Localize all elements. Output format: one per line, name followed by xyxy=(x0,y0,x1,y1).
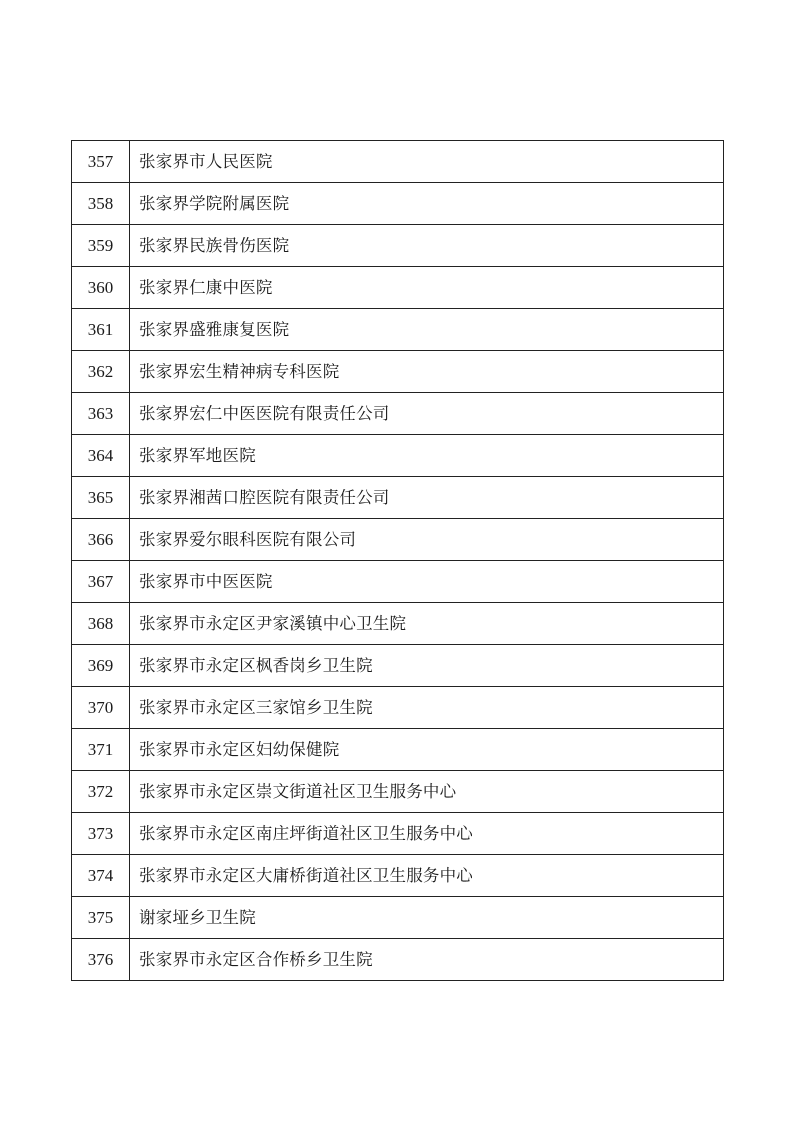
row-number: 369 xyxy=(72,645,130,687)
table-row xyxy=(72,183,724,225)
institution-name: 张家界学院附属医院 xyxy=(130,183,724,225)
institution-name: 张家界宏生精神病专科医院 xyxy=(130,351,724,393)
institution-name: 张家界爱尔眼科医院有限公司 xyxy=(130,519,724,561)
row-number: 367 xyxy=(72,561,130,603)
row-number: 357 xyxy=(72,141,130,183)
institution-name: 张家界市永定区南庄坪街道社区卫生服务中心 xyxy=(130,813,724,855)
institution-name: 张家界市永定区合作桥乡卫生院 xyxy=(130,939,724,981)
table-row xyxy=(72,561,724,603)
institution-name: 张家界市永定区大庸桥街道社区卫生服务中心 xyxy=(130,855,724,897)
row-number: 370 xyxy=(72,687,130,729)
table-row xyxy=(72,519,724,561)
row-number: 358 xyxy=(72,183,130,225)
table-row xyxy=(72,897,724,939)
institution-name: 张家界市永定区三家馆乡卫生院 xyxy=(130,687,724,729)
row-number: 372 xyxy=(72,771,130,813)
table-row xyxy=(72,435,724,477)
table-row xyxy=(72,141,724,183)
row-number: 360 xyxy=(72,267,130,309)
table-row xyxy=(72,477,724,519)
institution-name: 张家界宏仁中医医院有限责任公司 xyxy=(130,393,724,435)
institution-name: 张家界盛雅康复医院 xyxy=(130,309,724,351)
institution-name: 张家界市中医医院 xyxy=(130,561,724,603)
table-row xyxy=(72,855,724,897)
row-number: 359 xyxy=(72,225,130,267)
table-row xyxy=(72,939,724,981)
institution-name: 张家界民族骨伤医院 xyxy=(130,225,724,267)
row-number: 363 xyxy=(72,393,130,435)
institution-name: 张家界市永定区妇幼保健院 xyxy=(130,729,724,771)
row-number: 364 xyxy=(72,435,130,477)
table-row xyxy=(72,351,724,393)
table-row xyxy=(72,687,724,729)
institution-name: 张家界市人民医院 xyxy=(130,141,724,183)
institution-name: 张家界仁康中医院 xyxy=(130,267,724,309)
table-row xyxy=(72,267,724,309)
row-number: 373 xyxy=(72,813,130,855)
institution-name: 张家界市永定区崇文街道社区卫生服务中心 xyxy=(130,771,724,813)
institution-name: 张家界湘茜口腔医院有限责任公司 xyxy=(130,477,724,519)
row-number: 361 xyxy=(72,309,130,351)
institution-name: 张家界市永定区尹家溪镇中心卫生院 xyxy=(130,603,724,645)
row-number: 375 xyxy=(72,897,130,939)
table-row xyxy=(72,309,724,351)
institution-table xyxy=(71,140,724,981)
table-row xyxy=(72,771,724,813)
table-row xyxy=(72,225,724,267)
row-number: 374 xyxy=(72,855,130,897)
table-row xyxy=(72,393,724,435)
institution-name: 谢家垭乡卫生院 xyxy=(130,897,724,939)
table-row xyxy=(72,645,724,687)
row-number: 376 xyxy=(72,939,130,981)
institution-table-body xyxy=(72,141,724,981)
table-row xyxy=(72,729,724,771)
row-number: 368 xyxy=(72,603,130,645)
row-number: 371 xyxy=(72,729,130,771)
institution-name: 张家界市永定区枫香岗乡卫生院 xyxy=(130,645,724,687)
row-number: 365 xyxy=(72,477,130,519)
row-number: 366 xyxy=(72,519,130,561)
row-number: 362 xyxy=(72,351,130,393)
table-row xyxy=(72,603,724,645)
institution-name: 张家界军地医院 xyxy=(130,435,724,477)
table-row xyxy=(72,813,724,855)
